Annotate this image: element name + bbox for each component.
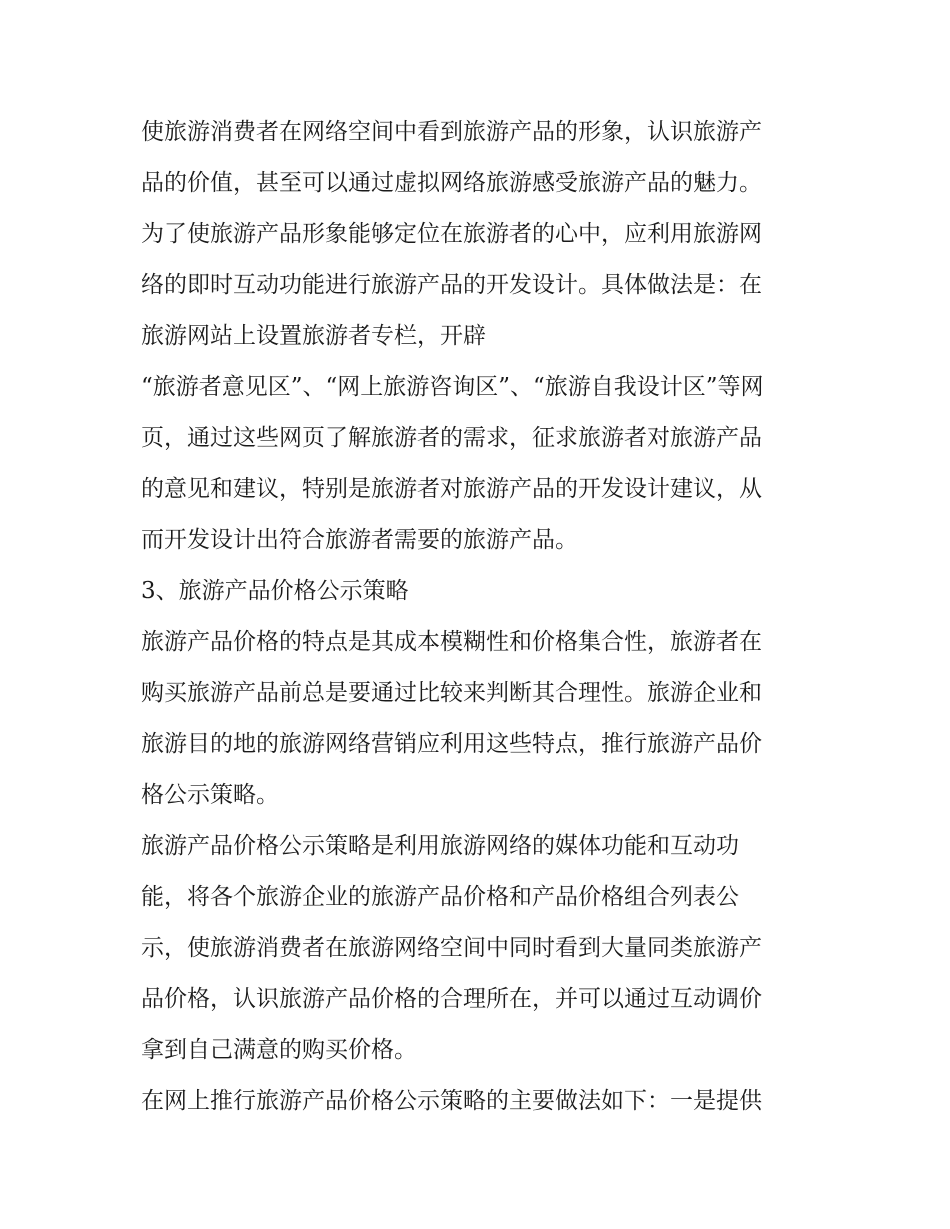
text-line: 旅游产品价格公示策略是利用旅游网络的媒体功能和互动功 <box>141 833 739 859</box>
text-line: “旅游者意见区”、“网上旅游咨询区”、“旅游自我设计区”等网 <box>141 374 764 400</box>
text-line: 能，将各个旅游企业的旅游产品价格和产品价格组合列表公 <box>141 884 739 910</box>
text-line: 使旅游消费者在网络空间中看到旅游产品的形象，认识旅游产 <box>141 119 762 145</box>
text-line: 而开发设计出符合旅游者需要的旅游产品。 <box>141 527 578 553</box>
text-line: 拿到自己满意的购买价格。 <box>141 1037 417 1063</box>
text-line: 品价格，认识旅游产品价格的合理所在，并可以通过互动调价 <box>141 986 762 1012</box>
text-line: 购买旅游产品前总是要通过比较来判断其合理性。旅游企业和 <box>141 680 762 706</box>
text-line: 旅游目的地的旅游网络营销应利用这些特点，推行旅游产品价 <box>141 731 762 757</box>
document-body <box>141 107 813 1127</box>
text-line: 页，通过这些网页了解旅游者的需求，征求旅游者对旅游产品 <box>141 425 762 451</box>
text-line: 示，使旅游消费者在旅游网络空间中同时看到大量同类旅游产 <box>141 935 762 961</box>
text-line: 的意见和建议，特别是旅游者对旅游产品的开发设计建议，从 <box>141 476 762 502</box>
text-line: 旅游产品价格的特点是其成本模糊性和价格集合性，旅游者在 <box>141 629 762 655</box>
text-line: 为了使旅游产品形象能够定位在旅游者的心中，应利用旅游网 <box>141 221 762 247</box>
section-heading: 3、旅游产品价格公示策略 <box>141 578 409 604</box>
text-line: 在网上推行旅游产品价格公示策略的主要做法如下：一是提供 <box>141 1088 762 1114</box>
text-line: 旅游网站上设置旅游者专栏，开辟 <box>141 323 486 349</box>
text-line: 络的即时互动功能进行旅游产品的开发设计。具体做法是：在 <box>141 272 762 298</box>
text-line: 格公示策略。 <box>141 782 279 808</box>
text-line: 品的价值，甚至可以通过虚拟网络旅游感受旅游产品的魅力。 <box>141 170 762 196</box>
